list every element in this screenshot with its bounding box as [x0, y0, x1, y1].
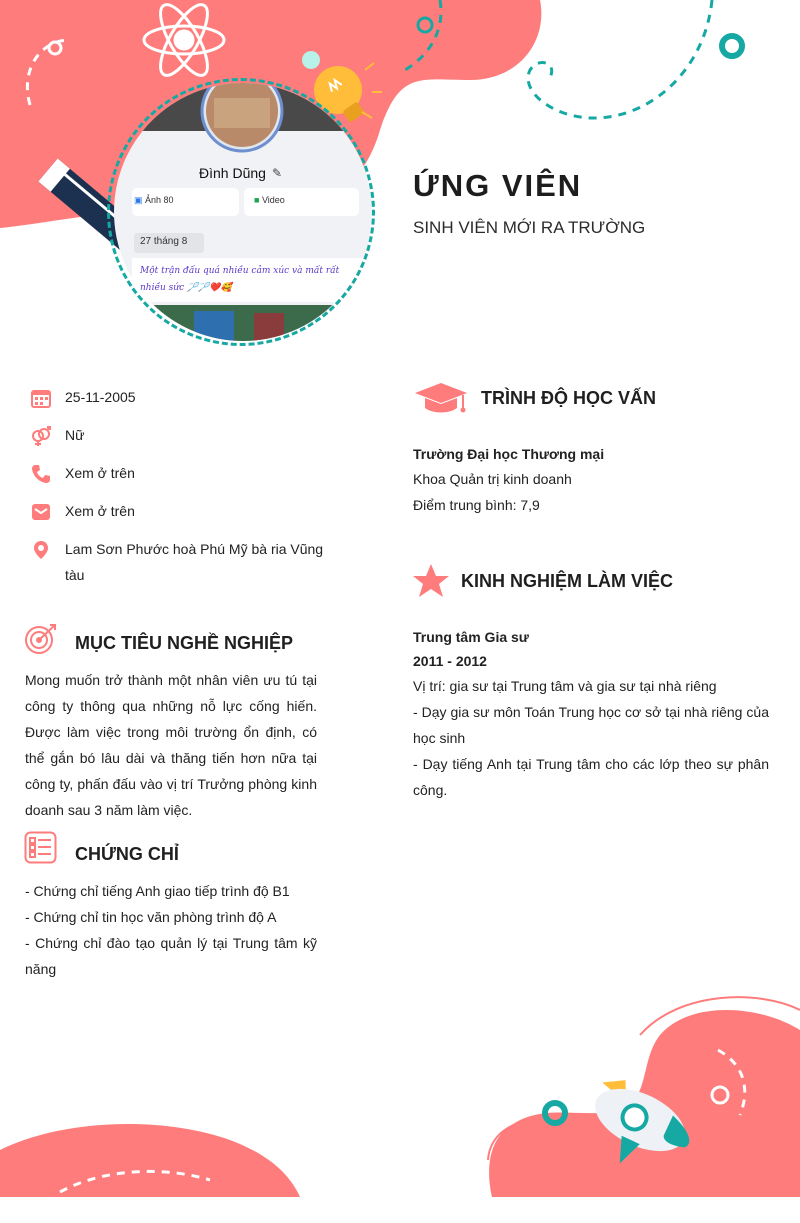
avatar-caption: Một trận đấu quá nhiều cảm xúc và mất rất nhiều sức 🏸🏸❤️🥰 [140, 266, 340, 293]
avatar-ring [107, 78, 375, 346]
avatar-edit-icon: ✎ [272, 166, 283, 180]
location-icon [30, 539, 52, 561]
experience-duty: - Dạy gia sư môn Toán Trung học cơ sở tại nhà riêng của học sinh [413, 704, 769, 746]
avatar-profile-name: Đình Dũng [199, 165, 266, 181]
education-title: TRÌNH ĐỘ HỌC VẤN [481, 388, 656, 408]
education-school: Trường Đại học Thương mại [413, 446, 605, 462]
candidate-subtitle: SINH VIÊN MỚI RA TRƯỜNG [413, 218, 646, 237]
email-text: Xem ở trên [65, 503, 135, 519]
graduation-cap-icon [413, 381, 469, 415]
contact-phone [25, 460, 325, 486]
contact-email [25, 498, 325, 524]
education-faculty: Khoa Quản trị kinh doanh [413, 471, 572, 487]
objective-title: MỤC TIÊU NGHỀ NGHIỆP [75, 633, 294, 653]
certificate-item: - Chứng chỉ tiếng Anh giao tiếp trình độ B1 [25, 883, 290, 899]
calendar-icon [30, 387, 52, 409]
certificate-item: - Chứng chỉ tin học văn phòng trình độ A [25, 909, 277, 925]
certificates-title: CHỨNG CHỈ [75, 844, 179, 864]
experience-period: 2011 - 2012 [413, 653, 487, 669]
candidate-name: ỨNG VIÊN [413, 168, 583, 203]
objective-text: Mong muốn trở thành một nhân viên ưu tú tại công ty thông qua những nỗ lực cống hiến. Được làm việc trong môi trường ổn định, có thể gắn bó lâu dài và thăng tiến hơn nữa tại công ty, phấn đấu vào vị trí Trưởng phòng kinh doanh sau 3 năm làm việc. [25, 672, 317, 818]
image-icon: ▣ [134, 195, 143, 205]
phone-icon [30, 463, 52, 485]
contact-birthday [25, 384, 325, 410]
avatar-date-chip: 27 tháng 8 [140, 236, 188, 247]
mail-icon [30, 501, 52, 523]
address-text: Lam Sơn Phước hoà Phú Mỹ bà ria Vũng tàu [65, 541, 324, 583]
bottom-decoration [0, 980, 800, 1223]
avatar-video-label: Video [261, 195, 285, 205]
checklist-icon [24, 831, 57, 864]
avatar-photos-label: Ảnh 80 [145, 195, 174, 205]
experience-position: Vị trí: gia sư tại Trung tâm và gia sư tại nhà riêng [413, 678, 717, 694]
video-icon: ■ [254, 195, 260, 205]
contact-gender [25, 422, 325, 448]
certificate-item: - Chứng chỉ đào tạo quản lý tại Trung tâm kỹ năng [25, 935, 317, 977]
experience-duty: - Dạy tiếng Anh tại Trung tâm cho các lớp theo sự phân công. [413, 756, 769, 798]
gender-text: Nữ [65, 427, 85, 443]
education-gpa: Điểm trung bình: 7,9 [413, 497, 540, 513]
experience-company: Trung tâm Gia sư [413, 629, 529, 645]
star-icon [412, 563, 450, 599]
experience-title: KINH NGHIỆM LÀM VIỆC [461, 571, 674, 591]
phone-text: Xem ở trên [65, 465, 135, 481]
bottom-left-blob [0, 1124, 300, 1197]
contact-address [25, 536, 325, 588]
gender-icon [30, 425, 52, 447]
target-icon [24, 622, 60, 654]
birthday-text: 25-11-2005 [65, 389, 136, 405]
